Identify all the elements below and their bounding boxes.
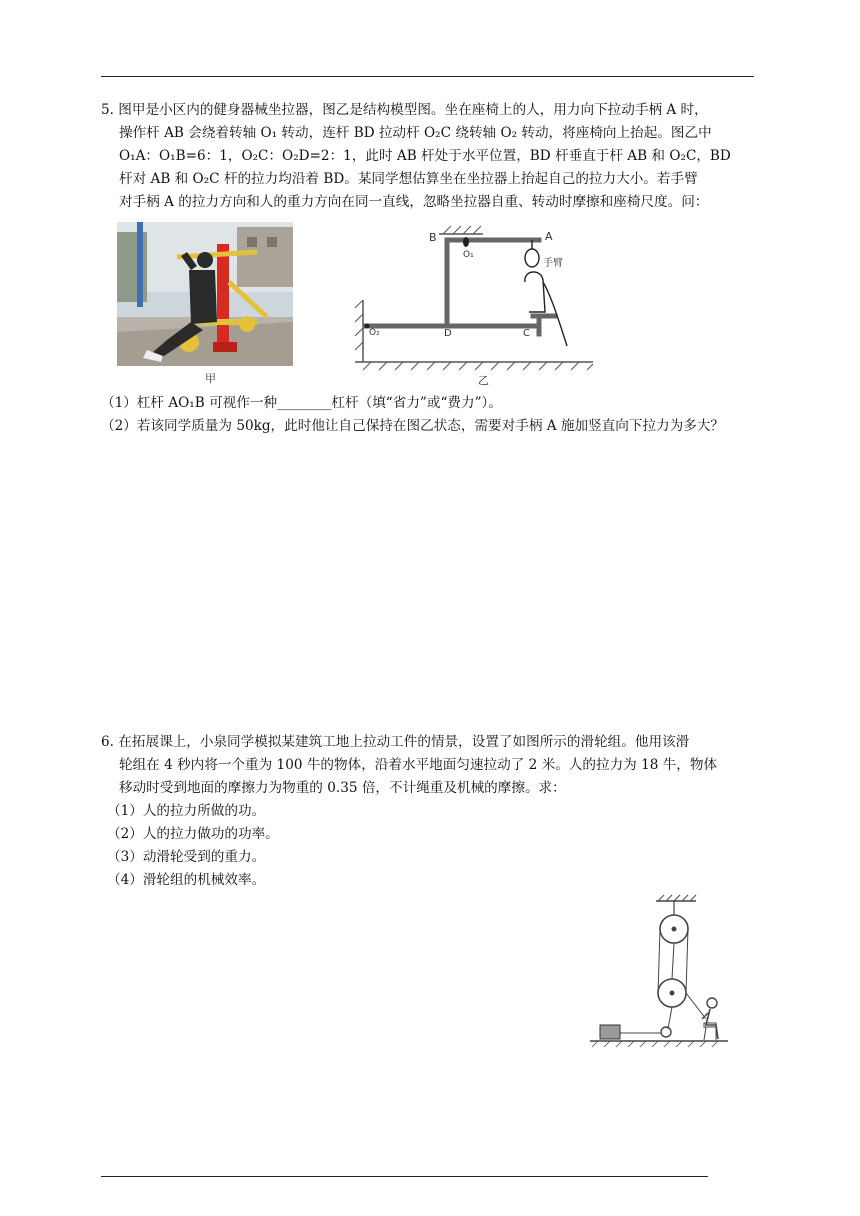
q6-line-3: 移动时受到地面的摩擦力为物重的 0.35 倍，不计绳重及机械的摩擦。求： (119, 780, 566, 796)
photo-fitness-machine (117, 222, 293, 366)
caption-yi: 乙 (478, 374, 489, 387)
q5-line-4: 杆对 AB 和 O₂C 杆的拉力均沿着 BD。某同学想估算坐在坐拉器上抬起自己的拉力大小。若手臂 (119, 171, 698, 187)
label-B: B (429, 231, 437, 244)
q6-item-2: （2）人的拉力做功的功率。 (107, 826, 279, 842)
structure-diagram-svg (343, 222, 605, 372)
label-C: C (523, 328, 530, 339)
q5-line-2: 操作杆 AB 会绕着转轴 O₁ 转动，连杆 BD 拉动杆 O₂C 绕转轴 O₂ 转动，将座椅向上抬起。图乙中 (119, 125, 712, 141)
photo-illustration (117, 222, 293, 366)
label-arm: 手臂 (543, 258, 563, 269)
header-rule (101, 76, 754, 77)
pulley-svg (588, 893, 734, 1055)
label-A: A (545, 230, 553, 243)
q5-line-5: 对手柄 A 的拉力方向和人的重力方向在同一直线，忽略坐拉器自重、转动时摩擦和座椅尺度。问： (119, 194, 709, 210)
label-O2: O₂ (369, 328, 380, 338)
caption-jia: 甲 (205, 372, 216, 385)
q5-line-3: O₁A：O₁B=6：1，O₂C：O₂D=2：1，此时 AB 杆处于水平位置，BD 杆垂直于杆 AB 和 O₂C，BD (119, 148, 731, 164)
label-D: D (444, 328, 452, 339)
q5-subquestion-2: （2）若该同学质量为 50kg，此时他让自己保持在图乙状态，需要对手柄 A 施加竖直向下拉力为多大？ (101, 418, 725, 434)
footer-rule (101, 1176, 708, 1177)
q6-line-1: 6. 在拓展课上，小泉同学模拟某建筑工地上拉动工件的情景，设置了如图所示的滑轮组。他用该滑 (101, 734, 690, 750)
q6-line-2: 轮组在 4 秒内将一个重为 100 牛的物体，沿着水平地面匀速拉动了 2 米。人的拉力为 18 牛，物体 (119, 757, 718, 773)
q5-subquestion-1: （1）杠杆 AO₁B 可视作一种________杠杆（填“省力”或“费力”）。 (101, 395, 502, 411)
q6-item-3: （3）动滑轮受到的重力。 (107, 849, 266, 865)
q6-item-1: （1）人的拉力所做的功。 (107, 803, 266, 819)
q5-line-1: 5. 图甲是小区内的健身器械坐拉器，图乙是结构模型图。坐在座椅上的人，用力向下拉动手柄 A 时， (101, 102, 708, 118)
pulley-system-diagram (588, 893, 734, 1055)
q6-item-4: （4）滑轮组的机械效率。 (107, 872, 266, 888)
structure-diagram (343, 222, 605, 372)
label-O1: O₁ (463, 250, 474, 260)
